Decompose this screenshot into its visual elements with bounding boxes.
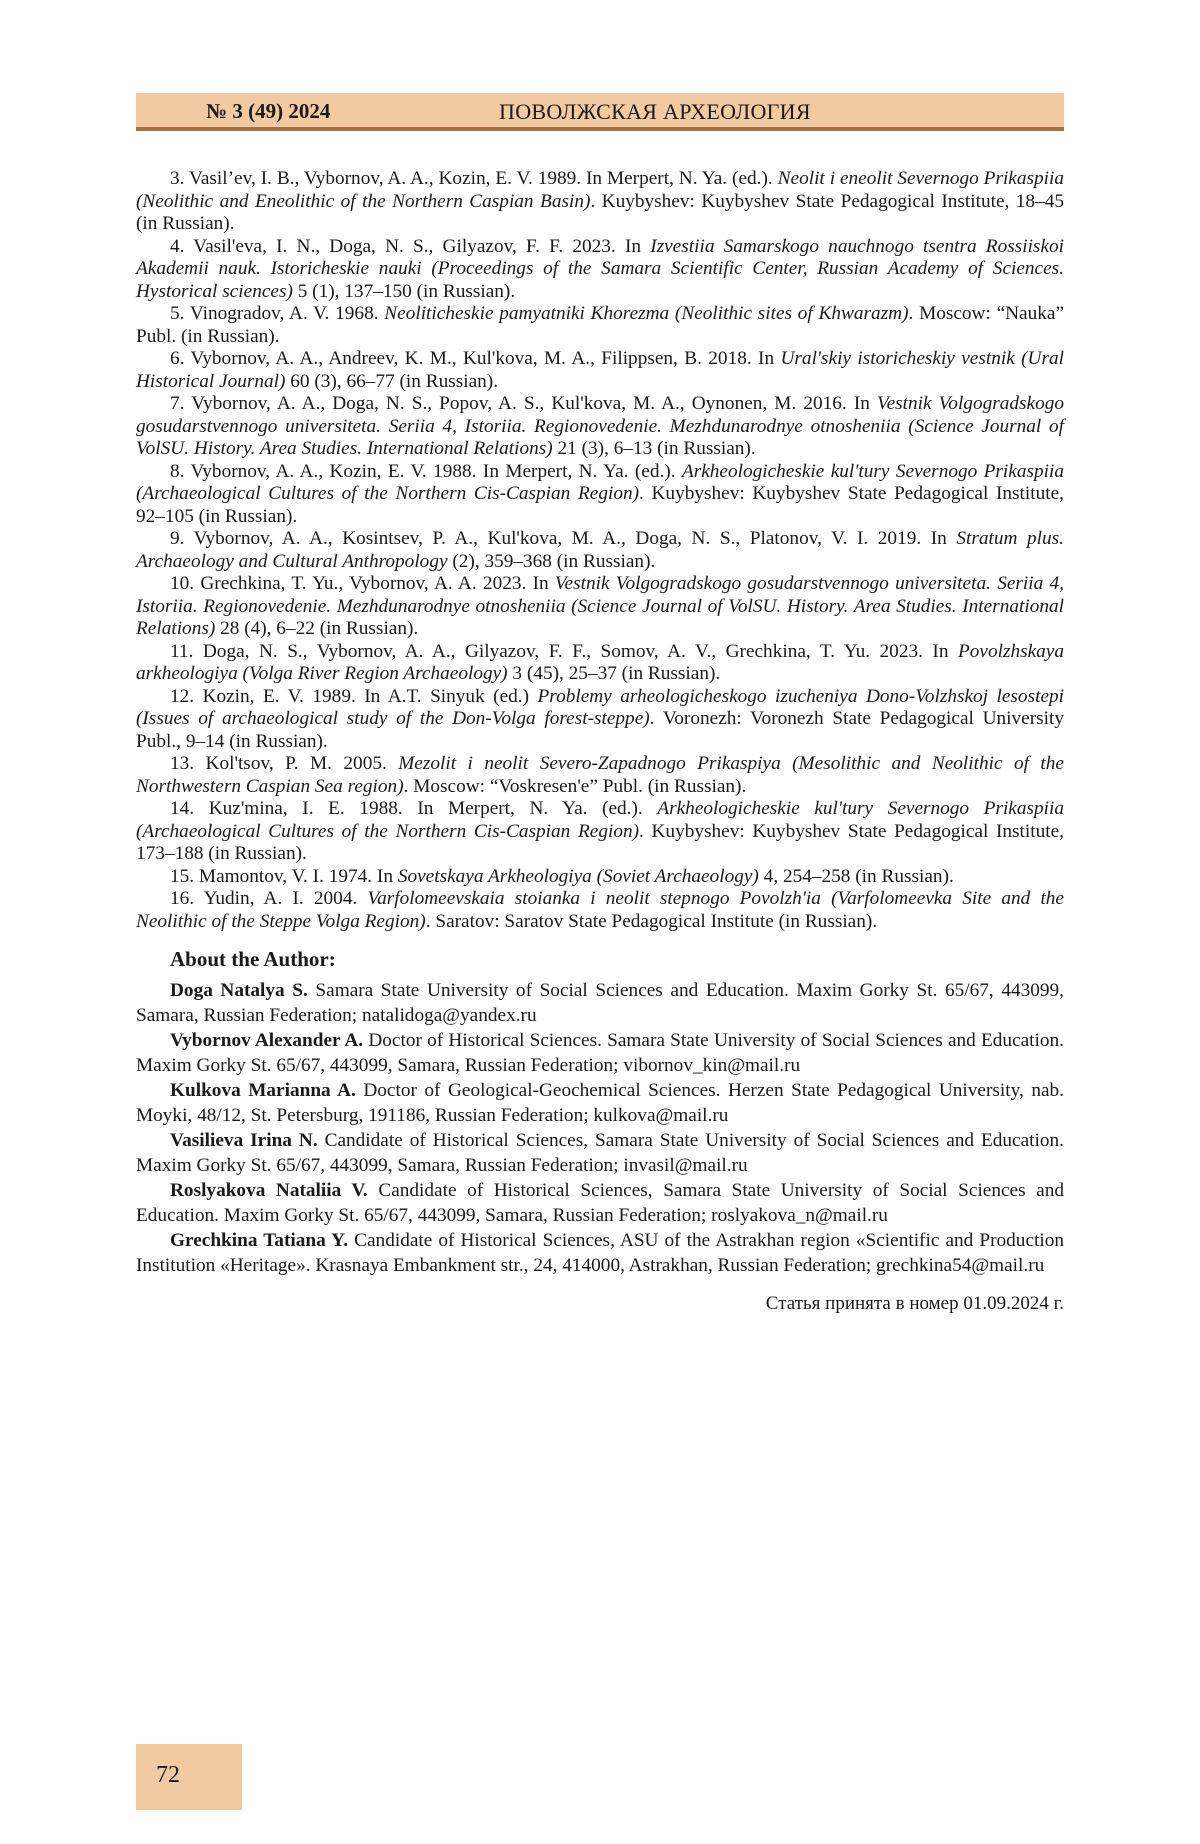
reference-item: 3. Vasil’ev, I. B., Vybornov, A. A., Kozin, E. V. 1989. In Merpert, N. Ya. (ed.). Neolit i eneolit Severnogo Prikaspiia (Neolithic and Eneolithic of the Northern Caspian Basin). Kuybyshev: Kuybyshev State Pedagogical Institute, 18–45 (in Russian). — [136, 168, 1065, 234]
page-number: 72 — [156, 1762, 180, 1788]
author-entry: Grechkina Tatiana Y. Candidate of Historical Sciences, ASU of the Astrakhan region «Scientific and Production Institution «Heritage». Krasnaya Embankment str., 24, 414000, Astrakhan, Russian Federation; grechkina54@mail.ru — [136, 1230, 1064, 1276]
author-entry: Kulkova Marianna A. Doctor of Geological-Geochemical Sciences. Herzen State Pedagogical University, nab. Moyki, 48/12, St. Petersburg, 191186, Russian Federation; kulkova@mail.ru — [136, 1080, 1064, 1126]
author-entry: Vasilieva Irina N. Candidate of Historical Sciences, Samara State University of Social Sciences and Education. Maxim Gorky St. 65/67, 443099, Samara, Russian Federation; invasil@mail.ru — [136, 1130, 1064, 1176]
reference-list — [136, 168, 1064, 933]
reference-item: 12. Kozin, E. V. 1989. In A.T. Sinyuk (ed.) Problemy arheologicheskogo izucheniya Dono-Volzhskoj lesostepi (Issues of archaeological study of the Don-Volga forest-steppe). Voronezh: Voronezh State Pedagogical University Publ., 9–14 (in Russian). — [136, 685, 1064, 752]
author-entry: Vybornov Alexander A. Doctor of Historical Sciences. Samara State University of Social Sciences and Education. Maxim Gorky St. 65/67, 443099, Samara, Russian Federation; vibornov_kin@mail.ru — [136, 1030, 1064, 1076]
journal-title: ПОВОЛЖСКАЯ АРХЕОЛОГИЯ — [499, 99, 811, 124]
about-author-heading: About the Author: — [170, 947, 336, 971]
reference-item: 9. Vybornov, A. A., Kosintsev, P. A., Kul'kova, M. A., Doga, N. S., Platonov, V. I. 2019. In Stratum plus. Archaeology and Cultural Anthropology (2), 359–368 (in Russian). — [136, 528, 1064, 572]
reference-item: 13. Kol'tsov, P. M. 2005. Mezolit i neolit Severo-Zapadnogo Prikaspiya (Mesolithic and Neolithic of the Northwestern Caspian Sea region). Moscow: “Voskresen'e” Publ. (in Russian). — [136, 753, 1064, 797]
author-entry: Roslyakova Nataliia V. Candidate of Historical Sciences, Samara State University of Social Sciences and Education. Maxim Gorky St. 65/67, 443099, Samara, Russian Federation; roslyakova_n@mail.ru — [136, 1180, 1064, 1226]
issue-number: № 3 (49) 2024 — [206, 99, 331, 123]
page-body — [136, 168, 1064, 1316]
reference-item: 15. Mamontov, V. I. 1974. In Sovetskaya Arkheologiya (Soviet Archaeology) 4, 254–258 (in Russian). — [170, 865, 954, 887]
reference-item: 7. Vybornov, A. A., Doga, N. S., Popov, A. S., Kul'kova, M. A., Oynonen, M. 2016. In Vestnik Volgogradskogo gosudarstvennogo universiteta. Seriia 4, Istoriia. Regionovedenie. Mezhdunarodnye otnosheniia (Science Journal of VolSU. History. Area Studies. International Relations) 21 (3), 6–13 (in Russian). — [136, 393, 1064, 459]
reference-item: 11. Doga, N. S., Vybornov, A. A., Gilyazov, F. F., Somov, A. V., Grechkina, T. Yu. 2023. In Povolzhskaya arkheologiya (Volga River Region Archaeology) 3 (45), 25–37 (in Russian). — [136, 640, 1064, 684]
reference-item: 5. Vinogradov, A. V. 1968. Neoliticheskie pamyatniki Khorezma (Neolithic sites of Khwarazm). Moscow: “Nauka” Publ. (in Russian). — [136, 303, 1065, 347]
reference-item: 6. Vybornov, A. A., Andreev, K. M., Kul'kova, M. A., Filippsen, B. 2018. In Ural'skiy istoricheskiy vestnik (Ural Historical Journal) 60 (3), 66–77 (in Russian). — [136, 348, 1064, 392]
reference-item: 4. Vasil'eva, I. N., Doga, N. S., Gilyazov, F. F. 2023. In Izvestiia Samarskogo nauchnogo tsentra Rossiiskoi Akademii nauk. Istoricheskie nauki (Proceedings of the Samara Scientific Center, Russian Academy of Sciences. Hystorical sciences) 5 (1), 137–150 (in Russian). — [136, 235, 1064, 302]
acceptance-date: Статья принята в номер 01.09.2024 г. — [765, 1293, 1064, 1314]
author-list — [136, 978, 1064, 1278]
author-entry: Doga Natalya S. Samara State University of Social Sciences and Education. Maxim Gorky St. 65/67, 443099, Samara, Russian Federation; natalidoga@yandex.ru — [136, 980, 1064, 1026]
running-header — [136, 93, 1064, 131]
reference-item: 14. Kuz'mina, I. E. 1988. In Merpert, N. Ya. (ed.). Arkheologicheskie kul'tury Severnogo Prikaspiia (Archaeological Cultures of the Northern Cis-Caspian Region). Kuybyshev: Kuybyshev State Pedagogical Institute, 173–188 (in Russian). — [136, 798, 1064, 864]
page-number-box — [136, 1744, 242, 1810]
reference-item: 8. Vybornov, A. A., Kozin, E. V. 1988. In Merpert, N. Ya. (ed.). Arkheologicheskie kul'tury Severnogo Prikaspiia (Archaeological Cultures of the Northern Cis-Caspian Region). Kuybyshev: Kuybyshev State Pedagogical Institute, 92–105 (in Russian). — [136, 460, 1064, 527]
reference-item: 10. Grechkina, T. Yu., Vybornov, A. A. 2023. In Vestnik Volgogradskogo gosudarstvennogo universiteta. Seriia 4, Istoriia. Regionovedenie. Mezhdunarodnye otnosheniia (Science Journal of VolSU. History. Area Studies. International Relations) 28 (4), 6–22 (in Russian). — [136, 573, 1064, 639]
reference-item: 16. Yudin, A. I. 2004. Varfolomeevskaia stoianka i neolit stepnogo Povolzh'ia (Varfolomeevka Site and the Neolithic of the Steppe Volga Region). Saratov: Saratov State Pedagogical Institute (in Russian). — [136, 888, 1064, 932]
